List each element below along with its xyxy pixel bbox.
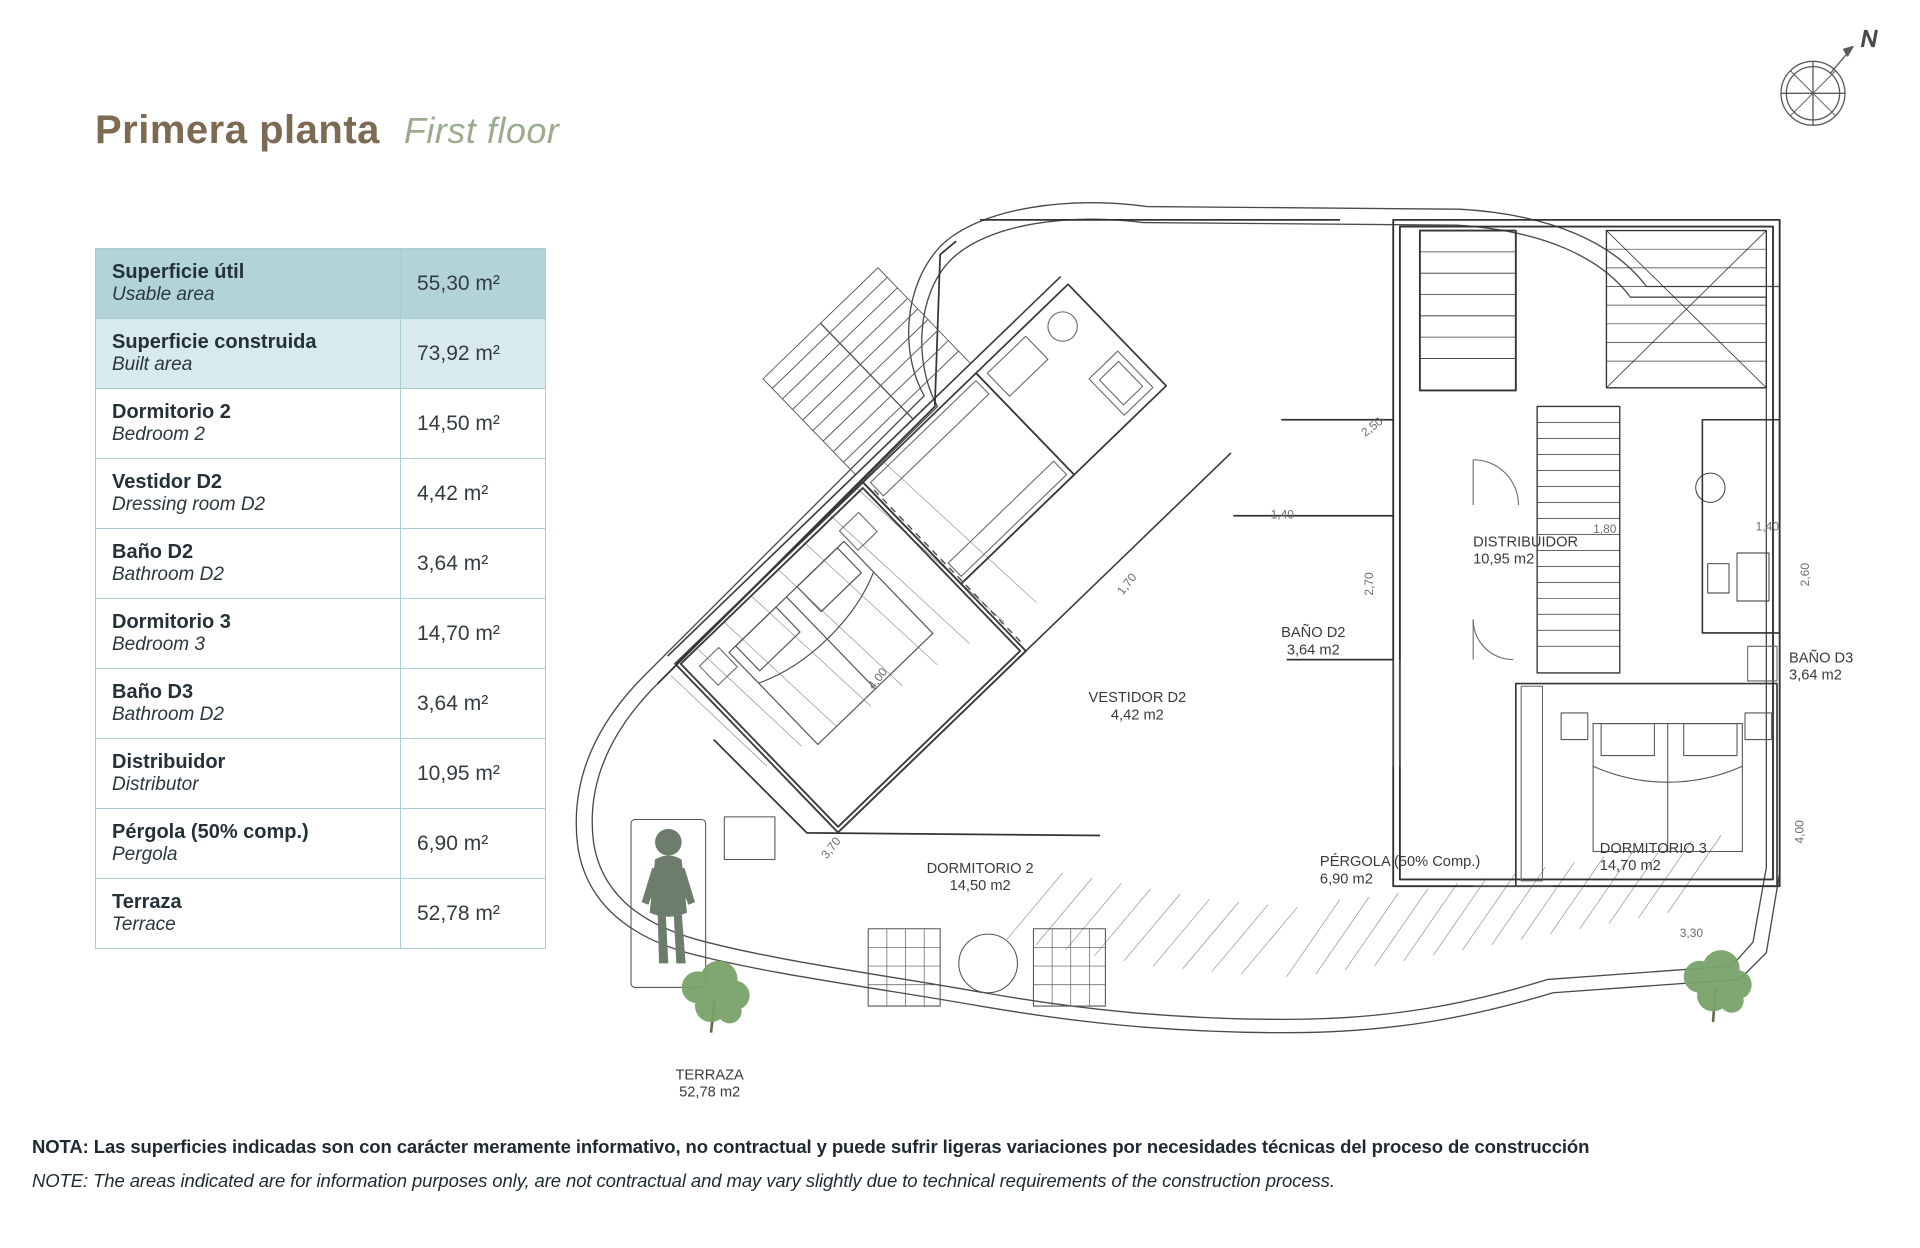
room-label-vestidor-d2: VESTIDOR D2: [1088, 690, 1187, 707]
dimension-label: 1,40: [1270, 507, 1294, 522]
row-label-en: Bedroom 2: [112, 423, 205, 445]
table-row: [96, 599, 546, 669]
table-cell-value: 10,95 m²: [401, 739, 546, 809]
row-label-es: Baño D3: [112, 680, 194, 703]
row-label-en: Bathroom D2: [112, 563, 224, 585]
row-label-es: Dormitorio 3: [112, 610, 231, 633]
room-label-bano-d2: BAÑO D2: [1281, 624, 1346, 641]
table-cell-label: [96, 809, 401, 879]
room-area-bano-d2: 3,64 m2: [1286, 642, 1340, 659]
areas-table: [95, 248, 546, 949]
room-label-pergola: PÉRGOLA (50% Comp.): [1319, 854, 1481, 871]
room-area-distribuidor: 10,95 m2: [1473, 551, 1535, 568]
table-row: [96, 669, 546, 739]
table-row: [96, 809, 546, 879]
room-area-pergola: 6,90 m2: [1319, 871, 1373, 888]
room-label-distribuidor: DISTRIBUIDOR: [1473, 534, 1579, 551]
left-unit-walls: [658, 220, 1340, 836]
room-label-dormitorio2: DORMITORIO 2: [926, 860, 1034, 877]
bed-furniture-2: [1561, 713, 1772, 852]
table-cell-value: 4,42 m²: [401, 459, 546, 529]
table-cell-label: [96, 529, 401, 599]
lounger-with-person: [631, 817, 775, 988]
table-row: [96, 319, 546, 389]
bed-furniture: [729, 541, 933, 744]
table-row: [96, 739, 546, 809]
table-cell-value: 3,64 m²: [401, 669, 546, 739]
dimension-label: 4,00: [864, 665, 891, 693]
dimension-label: 2,60: [1797, 562, 1812, 587]
wing-connector: [1233, 420, 1393, 660]
terrace-outline: [576, 203, 1779, 1033]
bathroom-d2-walls: [976, 284, 1166, 474]
table-cell-label: [96, 599, 401, 669]
person-figure: [642, 829, 695, 964]
room-area-vestidor-d2: 4,42 m2: [1110, 707, 1164, 724]
row-label-en: Built area: [112, 353, 193, 375]
compass-label: N: [1860, 25, 1878, 52]
page-title-es: Primera planta: [95, 108, 380, 152]
row-label-es: Baño D2: [112, 540, 194, 563]
table-cell-label: [96, 739, 401, 809]
compass-icon: [1781, 47, 1853, 126]
table-cell-label: [96, 389, 401, 459]
page-title: [95, 108, 559, 153]
dimension-label: 4,00: [1792, 820, 1807, 844]
table-cell-value: 14,70 m²: [401, 599, 546, 669]
row-label-en: Bathroom D2: [112, 703, 224, 725]
dimension-label: 2,50: [1358, 414, 1386, 440]
table-cell-value: 73,92 m²: [401, 319, 546, 389]
table-cell-label: [96, 669, 401, 739]
right-wing-walls: [1393, 220, 1779, 886]
row-label-es: Vestidor D2: [112, 470, 223, 493]
table-cell-value: 6,90 m²: [401, 809, 546, 879]
dimension-label: 1,80: [1593, 522, 1617, 537]
row-label-es: Dormitorio 2: [112, 400, 231, 423]
rotated-unit: [575, 181, 1231, 833]
table-cell-value: 14,50 m²: [401, 389, 546, 459]
row-label-en: Distributor: [112, 773, 199, 795]
table-cell-value: 52,78 m²: [401, 879, 546, 949]
dimension-label: 3,70: [818, 834, 844, 862]
page-title-en: First floor: [403, 110, 560, 151]
tree-icon-right: [1684, 950, 1752, 1022]
room-area-bano-d3: 3,64 m2: [1788, 667, 1842, 684]
dimension-label: 3,30: [1679, 925, 1704, 940]
row-label-es: Terraza: [112, 890, 182, 913]
row-label-en: Bedroom 3: [112, 633, 205, 655]
table-cell-value: 55,30 m²: [401, 249, 546, 319]
row-label-es: Superficie construida: [112, 330, 317, 353]
table-row: [96, 459, 546, 529]
row-label-es: Superficie útil: [112, 260, 245, 283]
row-label-en: Dressing room D2: [112, 493, 266, 515]
table-cell-label: [96, 319, 401, 389]
room-label-bano-d3: BAÑO D3: [1788, 650, 1854, 667]
room-area-dormitorio2: 14,50 m2: [949, 878, 1011, 895]
row-label-es: Pérgola (50% comp.): [112, 820, 309, 843]
row-label-en: Terrace: [112, 913, 176, 935]
row-label-es: Distribuidor: [112, 750, 226, 773]
footnote-en: NOTE: The areas indicated are for information purposes only, are not contractual and may vary slightly due to technical requirements of the construction process.: [32, 1170, 1335, 1191]
floor-plan-drawing: [540, 20, 1900, 1110]
table-cell-label: [96, 249, 401, 319]
row-label-en: Usable area: [112, 283, 215, 305]
room-label-dormitorio3: DORMITORIO 3: [1599, 840, 1707, 857]
dimension-label: 1,40: [1755, 519, 1780, 534]
table-cell-value: 3,64 m²: [401, 529, 546, 599]
row-label-en: Pergola: [112, 843, 178, 865]
room-area-dormitorio3: 14,70 m2: [1599, 858, 1661, 875]
dimension-label: 2,70: [1362, 572, 1377, 596]
terrace-furniture: [868, 929, 1105, 1006]
room-area-terraza: 52,78 m2: [679, 1084, 741, 1101]
table-row: [96, 249, 546, 319]
footnote-es: NOTA: Las superficies indicadas son con carácter meramente informativo, no contractual y puede sufrir ligeras variaciones por necesidades técnicas del proceso de construcción: [32, 1136, 1590, 1157]
table-row: [96, 529, 546, 599]
dimension-label: 1,70: [1114, 570, 1140, 598]
room-label-terraza: TERRAZA: [675, 1067, 744, 1084]
tree-icon-left: [682, 961, 750, 1033]
table-cell-label: [96, 879, 401, 949]
table-row: [96, 879, 546, 949]
dressing-room-walls: [863, 373, 1074, 584]
footnote: [32, 1136, 1892, 1192]
table-cell-label: [96, 459, 401, 529]
table-row: [96, 389, 546, 459]
